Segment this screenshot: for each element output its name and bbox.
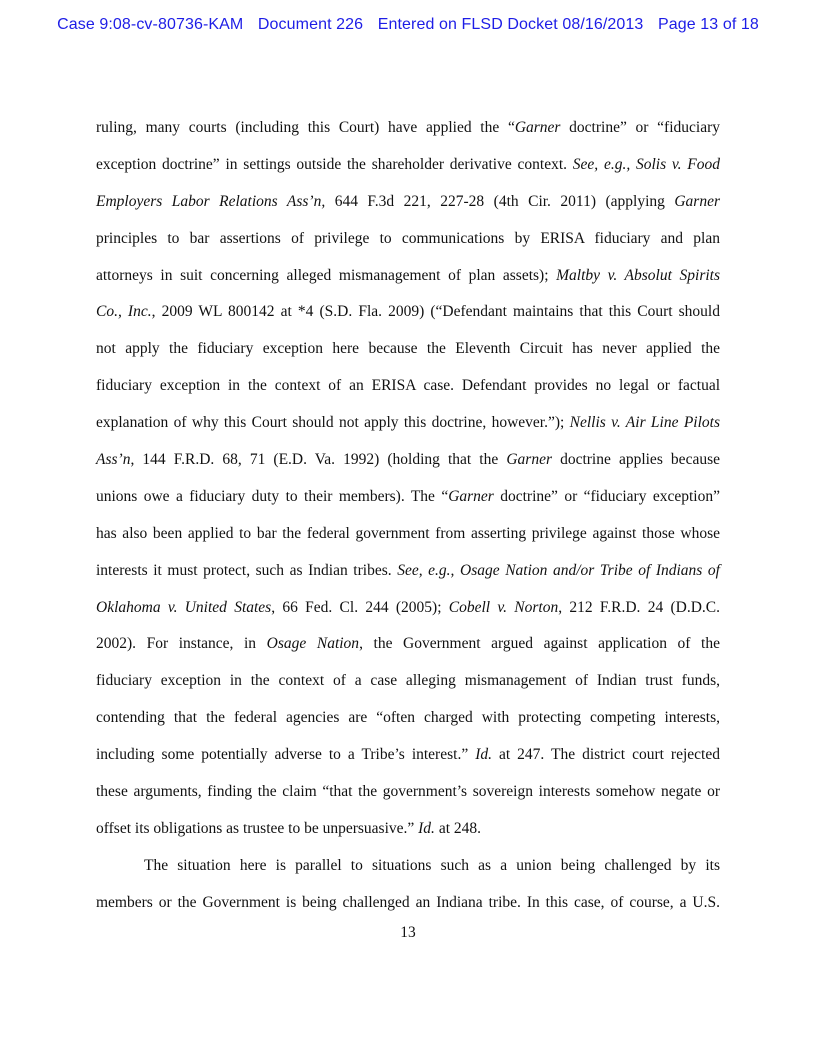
text-line [96,626,720,663]
text-segment: members or the Government is being challenged an Indiana tribe. In this case, of course, a U.S. [96,893,720,911]
italic-text: Osage Nation [266,635,360,653]
text-line [96,331,720,368]
text-segment: 2002). For instance, in [96,635,267,653]
text-line [96,368,720,405]
text-segment: fiduciary exception in the context of an ERISA case. Defendant provides no legal or factual [96,377,720,395]
text-segment: 644 F.3d 221, 227-28 (4th Cir. 2011) (applying [325,192,675,210]
entered-date: Entered on FLSD Docket 08/16/2013 [377,16,644,33]
text-line [96,221,720,258]
text-segment: at 247. The district court rejected [491,746,720,764]
italic-text: Garner [506,451,552,469]
text-segment: at 248. [434,819,481,837]
document-number: Document 226 [257,16,364,33]
italic-text: Ass’n [96,451,131,469]
text-segment: explanation of why this Court should not apply this doctrine, however.”); [96,414,570,432]
text-line [96,553,720,590]
text-segment: , 212 F.R.D. 24 (D.D.C. [558,598,720,616]
text-line [96,184,720,221]
text-line [96,811,720,848]
text-line [96,258,720,295]
italic-text: See, e.g., Solis v. Food [572,155,721,173]
text-line [96,405,720,442]
case-number: Case 9:08-cv-80736-KAM [57,16,244,33]
text-line [96,590,720,627]
italic-text: Cobell v. Norton [448,598,559,616]
italic-text: Oklahoma v. United States [96,598,272,616]
text-segment: exception doctrine” in settings outside the shareholder derivative context. [96,155,573,173]
docket-header [0,16,816,34]
text-line [96,700,720,737]
document-body [96,110,720,922]
italic-text: Garner [448,487,494,505]
text-segment: has also been applied to bar the federal government from asserting privilege against those whose [96,524,720,542]
italic-text: See, e.g., Osage Nation and/or Tribe of Indians of [397,561,720,579]
text-segment: principles to bar assertions of privilege to communications by ERISA fiduciary and plan [96,229,720,247]
italic-text: Nellis v. Air Line Pilots [569,414,720,432]
text-segment: including some potentially adverse to a Tribe’s interest.” [96,746,476,764]
text-segment: doctrine” or “fiduciary [560,119,720,136]
text-line [96,774,720,811]
text-line [96,147,720,184]
italic-text: Id. [475,746,492,764]
text-segment: unions owe a fiduciary duty to their members). The “ [96,487,449,505]
text-line [96,663,720,700]
italic-text: Maltby v. Absolut Spirits [556,266,721,284]
text-segment: The situation here is parallel to situations such as a union being challenged by its [144,856,720,874]
italic-text: Id. [418,819,435,837]
text-segment: not apply the fiduciary exception here because the Eleventh Circuit has never applied the [96,340,720,358]
text-segment: attorneys in suit concerning alleged mismanagement of plan assets); [96,266,557,284]
page-indicator: Page 13 of 18 [657,16,759,33]
text-segment: ruling, many courts (including this Court) have applied the “ [96,119,515,136]
text-segment: contending that the federal agencies are “often charged with protecting competing interests, [96,709,720,727]
text-segment: , the Government argued against application of the [359,635,720,653]
text-segment: , 66 Fed. Cl. 244 (2005); [271,598,449,616]
text-line [96,294,720,331]
text-line [96,516,720,553]
text-segment: offset its obligations as trustee to be unpersuasive.” [96,819,419,837]
italic-text: Garner [514,119,561,136]
text-line [96,479,720,516]
italic-text: Co., Inc. [96,303,152,321]
text-segment: interests it must protect, such as Indian tribes. [96,561,398,579]
text-segment: doctrine” or “fiduciary exception” [493,487,720,505]
text-line [96,737,720,774]
italic-text: Garner [674,192,720,210]
text-segment: doctrine applies because [551,451,720,469]
page-number: 13 [400,924,416,941]
text-line [96,110,720,147]
text-line [96,885,720,922]
text-line [96,848,720,885]
text-segment: , 2009 WL 800142 at *4 (S.D. Fla. 2009) (“Defendant maintains that this Court should [151,303,720,321]
text-segment: , 144 F.R.D. 68, 71 (E.D. Va. 1992) (holding that the [130,451,507,469]
italic-text: Employers Labor Relations Ass’n, [96,192,326,210]
text-segment: fiduciary exception in the context of a case alleging mismanagement of Indian trust funds, [96,672,720,690]
text-line [96,442,720,479]
text-segment: these arguments, finding the claim “that the government’s sovereign interests somehow negate or [96,783,720,801]
